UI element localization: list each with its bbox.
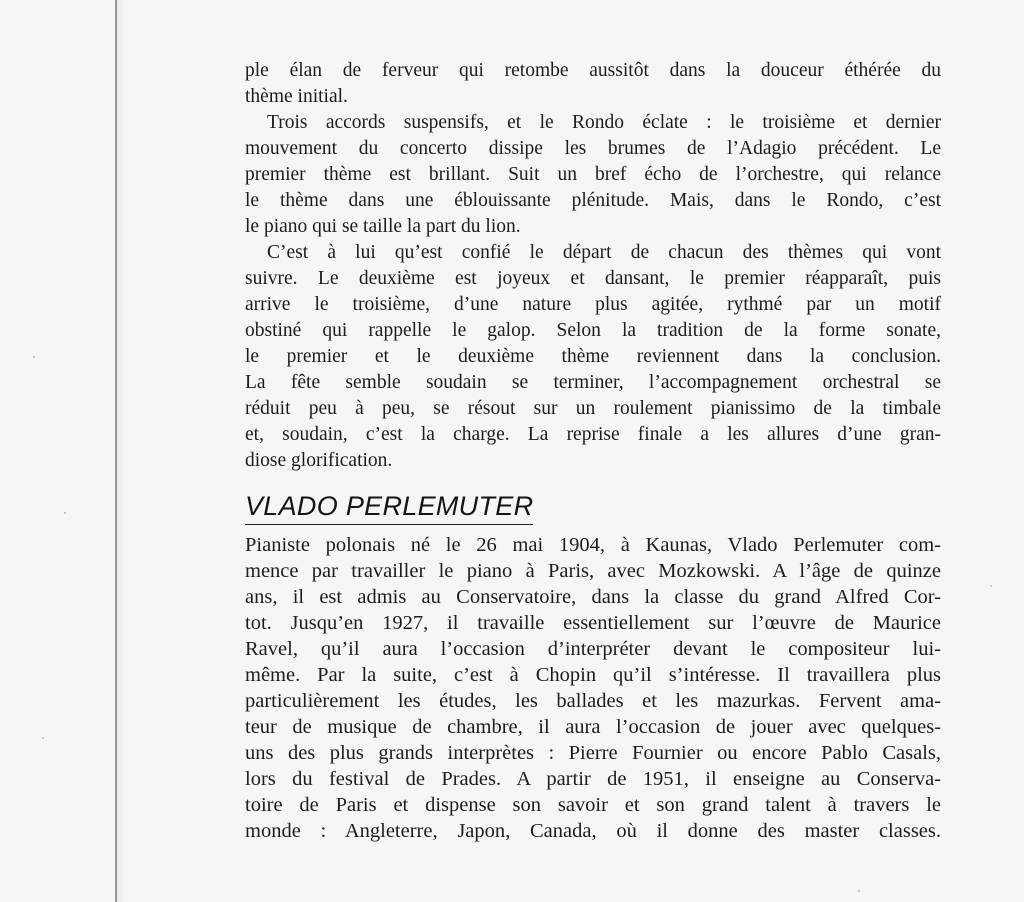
text-line: même. Par la suite, c’est à Chopin qu’il s’intéresse. Il travaillera plus	[245, 664, 941, 686]
paragraph-rondo	[245, 110, 941, 240]
paragraph-biography	[245, 532, 941, 844]
text-line: thème initial.	[245, 86, 348, 107]
section-heading-title: VLADO PERLEMUTER	[245, 490, 533, 525]
paragraph-themes	[245, 240, 941, 474]
paragraph-continuation	[245, 58, 941, 110]
text-line: ans, il est admis au Conservatoire, dans la classe du grand Alfred Cor-	[245, 586, 941, 608]
text-line: Trois accords suspensifs, et le Rondo éclate : le troisième et dernier	[267, 112, 941, 133]
text-line: suivre. Le deuxième est joyeux et dansant, le premier réapparaît, puis	[245, 268, 941, 289]
scan-speck	[64, 512, 66, 514]
scan-speck	[42, 737, 44, 739]
text-line: le piano qui se taille la part du lion.	[245, 216, 521, 237]
text-line: uns des plus grands interprètes : Pierre Fournier ou encore Pablo Casals,	[245, 742, 941, 764]
text-line: le premier et le deuxième thème reviennent dans la conclusion.	[245, 346, 941, 367]
scan-speck	[990, 585, 992, 587]
text-line: obstiné qui rappelle le galop. Selon la tradition de la forme sonate,	[245, 320, 941, 341]
text-line: mence par travailler le piano à Paris, avec Mozkowski. A l’âge de quinze	[245, 560, 941, 582]
page-fold-shadow	[117, 0, 123, 902]
text-column	[245, 58, 941, 844]
scan-speck	[33, 356, 35, 358]
text-line: particulièrement les études, les ballades et les mazurkas. Fervent ama-	[245, 690, 941, 712]
text-line: et, soudain, c’est la charge. La reprise finale a les allures d’une gran-	[245, 424, 941, 445]
text-line: le thème dans une éblouissante plénitude. Mais, dans le Rondo, c’est	[245, 190, 941, 211]
text-line: tot. Jusqu’en 1927, il travaille essentiellement sur l’œuvre de Maurice	[245, 612, 941, 634]
text-line: arrive le troisième, d’une nature plus agitée, rythmé par un motif	[245, 294, 941, 315]
section-heading	[245, 490, 941, 530]
text-line: Pianiste polonais né le 26 mai 1904, à Kaunas, Vlado Perlemuter com-	[245, 534, 941, 556]
text-line: lors du festival de Prades. A partir de 1951, il enseigne au Conserva-	[245, 768, 941, 790]
text-line: réduit peu à peu, se résout sur un roulement pianissimo de la timbale	[245, 398, 941, 419]
text-line: monde : Angleterre, Japon, Canada, où il donne des master classes.	[245, 820, 941, 842]
text-line: Ravel, qu’il aura l’occasion d’interpréter devant le compositeur lui-	[245, 638, 941, 660]
text-line: diose glorification.	[245, 450, 393, 471]
text-line: premier thème est brillant. Suit un bref écho de l’orchestre, qui relance	[245, 164, 941, 185]
text-line: teur de musique de chambre, il aura l’occasion de jouer avec quelques-	[245, 716, 941, 738]
text-line: toire de Paris et dispense son savoir et son grand talent à travers le	[245, 794, 941, 816]
scan-speck	[858, 890, 860, 892]
text-line: ple élan de ferveur qui retombe aussitôt dans la douceur éthérée du	[245, 60, 941, 81]
text-line: C’est à lui qu’est confié le départ de chacun des thèmes qui vont	[267, 242, 941, 263]
text-line: mouvement du concerto dissipe les brumes de l’Adagio précédent. Le	[245, 138, 941, 159]
text-line: La fête semble soudain se terminer, l’accompagnement orchestral se	[245, 372, 941, 393]
